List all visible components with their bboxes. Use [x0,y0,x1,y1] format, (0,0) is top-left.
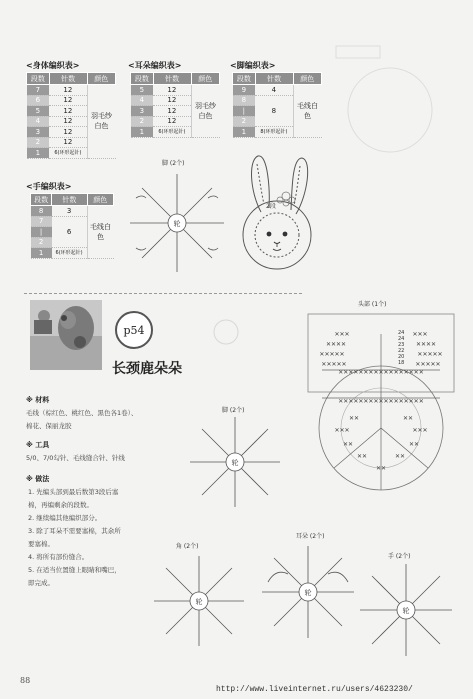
hand-table-title: <手编织表> [26,182,72,191]
col-header: 段数 [233,73,256,85]
stitch-count: 12 [49,95,87,106]
svg-text:✕✕: ✕✕ [348,415,360,422]
faint-stamp-decor [196,318,256,378]
row-num: | [31,227,52,238]
foot-table-title: <脚编织表> [230,61,276,70]
head-diagram-label: 头部 (1个) [358,301,387,308]
svg-text:✕✕✕: ✕✕✕ [334,331,350,338]
step-line: 要塞棉。 [28,540,54,548]
row-num: 1 [233,127,256,138]
svg-text:✕✕✕: ✕✕✕ [412,427,428,434]
ear-diagram-label: 耳朵 (2个) [296,533,325,540]
horn-diagram-label: 角 (2个) [176,543,199,550]
svg-text:✕✕✕✕: ✕✕✕✕ [325,341,347,348]
center-label: 轮 [402,607,410,615]
stitch-count: 12 [49,127,87,138]
color-cell: 羽毛纱白色 [87,85,116,159]
ear-table-title: <耳朵编织表> [128,61,182,70]
svg-text:✕✕: ✕✕ [402,415,414,422]
foot-knit-table [232,72,322,138]
row-num: 1 [27,148,50,159]
stitch-count: 12 [153,85,191,96]
row-num: 5 [27,106,50,117]
materials-text [26,407,137,433]
step-line: 1. 先编头部到最后数第3段后塞 [28,488,119,496]
row-num: 3 [27,127,50,138]
foot2-diagram-label: 脚 (2个) [222,407,245,414]
col-header: 针数 [153,73,191,85]
foot-diagram-label: 脚 (2个) [162,160,185,167]
faint-circle-decor [330,40,450,160]
row-num: 5 [131,85,154,96]
stitch-count: 12 [49,85,87,96]
col-header: 针数 [255,73,293,85]
head-stitch-diagram [302,308,460,498]
col-header: 针数 [49,73,87,85]
svg-text:✕✕✕✕✕: ✕✕✕✕✕ [417,351,443,358]
materials-line: 棉花、保丽龙胶 [26,422,72,430]
center-label: 轮 [231,459,239,467]
center-label: 轮 [173,220,181,228]
svg-text:✕✕✕✕✕✕✕✕✕✕✕✕✕✕✕✕✕: ✕✕✕✕✕✕✕✕✕✕✕✕✕✕✕✕✕ [338,369,424,376]
col-header: 颜色 [87,73,116,85]
section-divider [24,293,302,294]
row-num: 7 [31,216,52,227]
step-line: 4. 将所有部份缝合。 [28,553,89,561]
stitch-count: 6 [52,216,87,248]
color-cell: 毛线白色 [293,85,322,138]
stitch-count: 8 [255,95,293,127]
col-header: 段数 [27,73,50,85]
stitch-count: 4 [255,85,293,96]
center-label: 轮 [304,589,312,597]
row-label: 20 [398,354,405,360]
stitch-count: 3 [52,206,87,217]
col-header: 针数 [52,194,87,206]
source-url[interactable]: http://www.liveinternet.ru/users/4623230/ [216,685,413,694]
row-num: 3 [131,106,154,117]
svg-text:✕✕✕✕✕✕✕✕✕✕✕✕✕✕✕✕✕: ✕✕✕✕✕✕✕✕✕✕✕✕✕✕✕✕✕ [338,398,424,405]
step-line: 3. 除了耳朵不需要塞棉，其余所 [28,527,121,535]
stitch-count: 6(环形起针) [52,248,87,259]
step-line: 即完成。 [28,579,54,587]
materials-label: ※ 材料 [26,396,50,404]
color-cell: 毛线白色 [87,206,114,259]
body-knit-table [26,72,116,159]
row-num: 2 [31,237,52,248]
svg-text:✕✕: ✕✕ [375,465,387,472]
svg-text:✕✕✕✕: ✕✕✕✕ [415,341,437,348]
row-num: 2 [27,137,50,148]
row-num: 2 [131,116,154,127]
row-num: 4 [27,116,50,127]
row-label: 23 [398,342,405,348]
stitch-count: 12 [153,116,191,127]
foot-stitch-diagram [122,168,232,278]
row-num: 2 [233,116,256,127]
step-line: 棉，再编剩余的段数。 [28,501,93,509]
svg-text:✕✕✕✕✕: ✕✕✕✕✕ [415,361,441,368]
page-ref-badge: p54 [115,311,153,349]
method-label: ※ 做法 [26,475,50,483]
hand-knit-table [30,193,114,259]
row-num: 8 [233,95,256,106]
row-num: 7 [27,85,50,96]
row-label: 18 [398,360,405,366]
row-num: | [233,106,256,117]
row-num: 1 [31,248,52,259]
svg-text:✕✕✕✕✕: ✕✕✕✕✕ [319,351,345,358]
row-num: 6 [27,95,50,106]
stitch-count: 12 [49,116,87,127]
giraffe-photo [30,300,102,370]
horn-stitch-diagram [150,552,248,650]
svg-text:✕✕✕✕✕: ✕✕✕✕✕ [321,361,347,368]
stitch-count: 12 [49,137,87,148]
row-num: 4 [131,95,154,106]
row-label: 22 [398,348,405,354]
col-header: 段数 [131,73,154,85]
svg-text:✕✕✕: ✕✕✕ [334,427,350,434]
materials-line: 毛线（棕红色、桃红色、黑色各1卷）、 [26,409,138,417]
stitch-count: 12 [49,106,87,117]
bunny-face-diagram [236,152,318,272]
stitch-count: 12 [153,95,191,106]
col-header: 颜色 [293,73,322,85]
page-number: 88 [20,676,31,685]
stitch-count: 6(环形起针) [49,148,87,159]
row-num: 8 [31,206,52,217]
row-num: 1 [131,127,154,138]
method-steps [28,486,121,590]
ear-knit-table [130,72,220,138]
ear-stitch-diagram [258,542,358,642]
body-table-title: <身体编织表> [26,61,80,70]
hand-stitch-diagram [356,560,456,660]
hand-diagram-label: 手 (2个) [388,553,411,560]
foot2-stitch-diagram [186,413,284,511]
stitch-count: 8(环形起针) [255,127,293,138]
project-title: 长颈鹿朵朵 [112,361,182,377]
col-header: 颜色 [87,194,114,206]
svg-text:✕✕: ✕✕ [408,441,420,448]
tools-text: 5/0、7/0勾针、毛线缝合针、针线 [26,454,125,462]
col-header: 段数 [31,194,52,206]
step-line: 5. 在适当位置缝上眼睛和嘴巴， [28,566,121,574]
stitch-count: 6(环形起针) [153,127,191,138]
row-label: 24 [398,336,405,342]
svg-text:✕✕: ✕✕ [356,453,368,460]
step-line: 2. 继续编其他编织部分。 [28,514,102,522]
svg-text:✕✕: ✕✕ [394,453,406,460]
stitch-count: 12 [153,106,191,117]
tools-label: ※ 工具 [26,441,50,449]
color-cell: 羽毛纱白色 [191,85,220,138]
svg-text:✕✕✕: ✕✕✕ [412,331,428,338]
row-num: 9 [233,85,256,96]
row-label: 24 [398,330,405,336]
center-label: 轮 [195,598,203,606]
face-round-label: 2段 [266,203,276,210]
svg-text:✕✕: ✕✕ [342,441,354,448]
col-header: 颜色 [191,73,220,85]
